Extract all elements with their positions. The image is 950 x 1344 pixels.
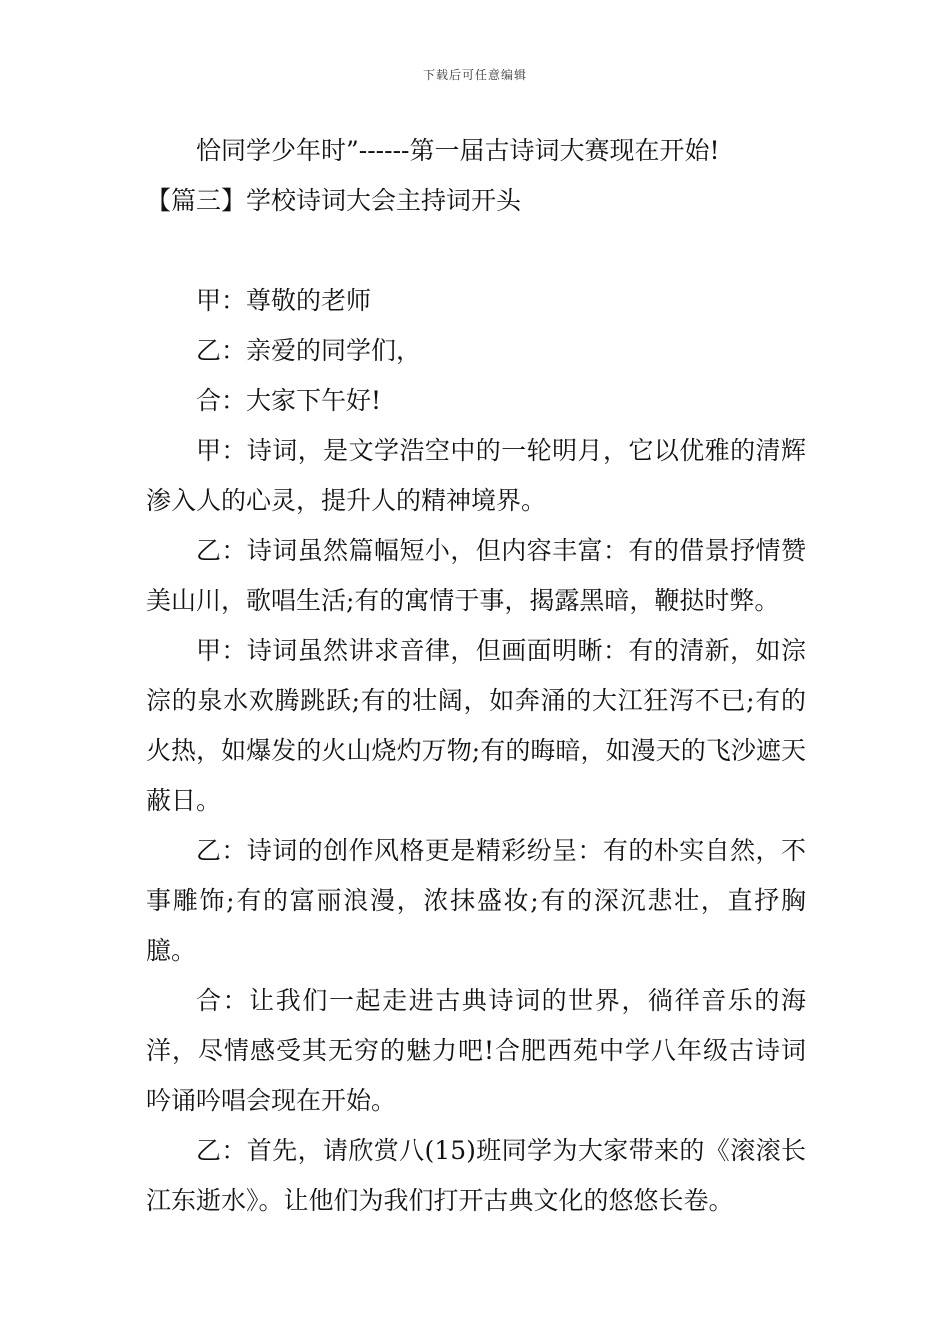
paragraph-opening-announcement: 合：让我们一起走进古典诗词的世界，徜徉音乐的海洋，尽情感受其无穷的魅力吧!合肥西苑中学八年级古诗词吟诵吟唱会现在开始。: [146, 986, 806, 1115]
paragraph-greeting-a: 甲：尊敬的老师: [196, 286, 372, 315]
section-heading: 【篇三】学校诗词大会主持词开头: [146, 186, 522, 215]
document-body: [146, 126, 806, 1226]
paragraph-poetry-imagery: 甲：诗词虽然讲求音律，但画面明晰：有的清新，如淙淙的泉水欢腾跳跃;有的壮阔，如奔涌的大江狂泻不已;有的火热，如爆发的火山烧灼万物;有的晦暗，如漫天的飞沙遮天蔽日。: [146, 636, 806, 815]
page-header-note: 下载后可任意编辑: [422, 68, 527, 82]
paragraph-first-performance: 乙：首先，请欣赏八(15)班同学为大家带来的《滚滚长江东逝水》。让他们为我们打开古典文化的悠悠长卷。: [146, 1136, 806, 1215]
paragraph-poetry-moon: 甲：诗词，是文学浩空中的一轮明月，它以优雅的清辉渗入人的心灵，提升人的精神境界。: [146, 436, 806, 515]
paragraph-poetry-content: 乙：诗词虽然篇幅短小，但内容丰富：有的借景抒情赞美山川，歌唱生活;有的寓情于事，揭露黑暗，鞭挞时弊。: [146, 536, 806, 615]
paragraph-greeting-together: 合：大家下午好!: [196, 386, 382, 415]
paragraph-opening-line: 恰同学少年时”------第一届古诗词大赛现在开始!: [196, 136, 720, 165]
paragraph-poetry-style: 乙：诗词的创作风格更是精彩纷呈：有的朴实自然，不事雕饰;有的富丽浪漫，浓抹盛妆;有的深沉悲壮，直抒胸臆。: [146, 836, 806, 965]
paragraph-greeting-b: 乙：亲爱的同学们，: [196, 336, 422, 365]
blank-line: [146, 226, 806, 276]
